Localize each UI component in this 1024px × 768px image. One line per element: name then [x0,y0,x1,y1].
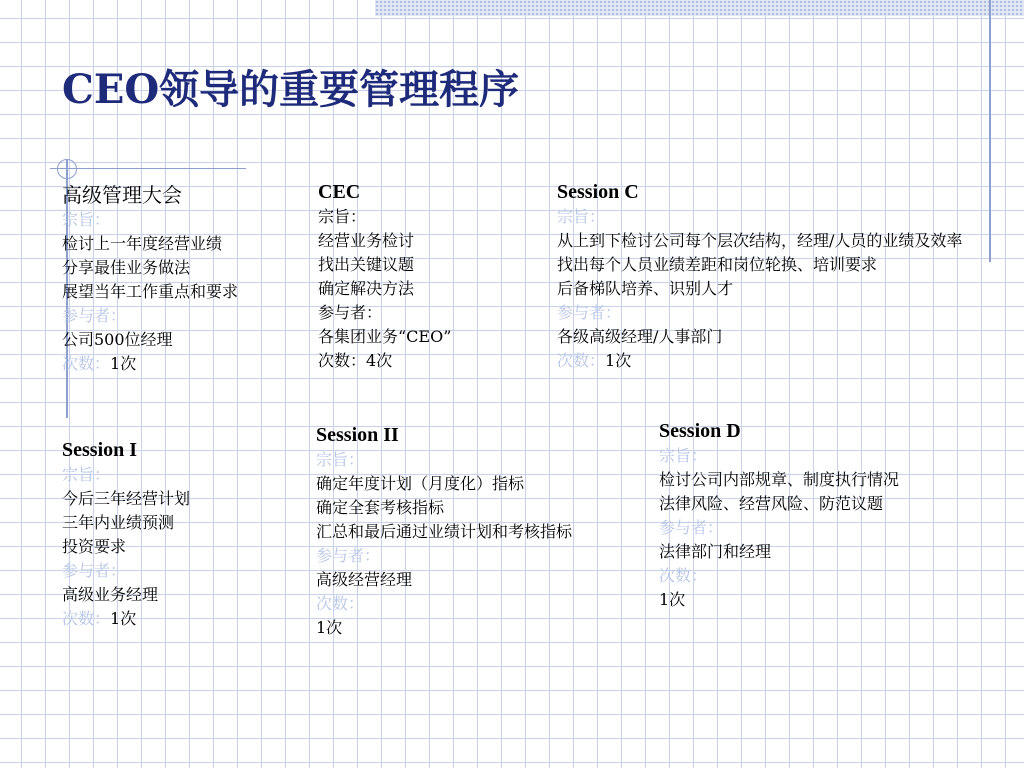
purpose-item: 找出每个人员业绩差距和岗位轮换、培训要求 [557,255,878,274]
frequency-row [62,607,302,631]
section-heading: Session II [316,424,399,446]
section-session-c [557,179,985,373]
purpose-item: 分享最佳业务做法 [62,258,191,277]
slide-title: CEO领导的重要管理程序 [62,66,520,113]
participants-value: 各集团业务“CEO” [318,327,452,346]
purpose-item: 确定全套考核指标 [316,498,445,517]
frequency-row [62,352,302,376]
frequency-label: 次数： [62,354,111,373]
purpose-label: 宗旨： [62,465,111,484]
section-session-d [659,418,979,612]
frequency-label: 次数： [318,351,367,370]
purpose-item: 汇总和最后通过业绩计划和考核指标 [316,522,573,541]
purpose-item: 后备梯队培养、识别人才 [557,279,734,298]
participants-label: 参与者： [62,561,127,580]
frequency-label: 次数： [659,566,708,585]
purpose-item: 确定年度计划（月度化）指标 [316,474,525,493]
section-heading: Session D [659,420,741,442]
frequency-value: 1次 [110,354,137,373]
decorative-vertical-line-right [989,0,991,262]
section-session-ii [316,422,656,640]
purpose-item: 投资要求 [62,537,127,556]
decorative-horizontal-line [50,168,246,169]
purpose-item: 展望当年工作重点和要求 [62,282,239,301]
section-heading: Session I [62,439,138,461]
purpose-item: 找出关键议题 [318,255,415,274]
frequency-label: 次数： [62,609,111,628]
purpose-item: 从上到下检讨公司每个层次结构，经理/人员的业绩及效率 [557,231,963,250]
participants-label: 参与者： [557,303,622,322]
purpose-label: 宗旨： [659,446,708,465]
section-heading: Session C [557,181,639,203]
participants-label: 参与者： [316,546,381,565]
participants-label: 参与者： [62,306,127,325]
frequency-label: 次数： [557,351,606,370]
section-heading: 高级管理大会 [62,183,182,207]
frequency-row [318,349,538,373]
purpose-label: 宗旨： [318,207,367,226]
frequency-value: 1次 [316,618,343,637]
purpose-item: 确定解决方法 [318,279,415,298]
purpose-item: 法律风险、经营风险、防范议题 [659,494,884,513]
participants-value: 高级业务经理 [62,585,159,604]
purpose-item: 检讨公司内部规章、制度执行情况 [659,470,900,489]
purpose-label: 宗旨： [62,210,111,229]
purpose-item: 检讨上一年度经营业绩 [62,234,223,253]
participants-value: 高级经营经理 [316,570,413,589]
participants-label: 参与者： [318,303,383,322]
purpose-label: 宗旨： [557,207,606,226]
participants-label: 参与者： [659,518,724,537]
participants-value: 法律部门和经理 [659,542,772,561]
section-cec [318,179,538,373]
frequency-value: 1次 [605,351,632,370]
decorative-circle [57,159,77,179]
decorative-top-band [375,0,1024,16]
participants-value: 各级高级经理/人事部门 [557,327,723,346]
frequency-value: 1次 [110,609,137,628]
frequency-value: 1次 [659,590,686,609]
participants-value: 公司500位经理 [62,330,173,349]
purpose-label: 宗旨： [316,450,365,469]
section-executive-meeting [62,182,302,376]
frequency-row [557,349,985,373]
purpose-item: 经营业务检讨 [318,231,415,250]
frequency-value: 4次 [366,351,393,370]
purpose-item: 三年内业绩预测 [62,513,175,532]
purpose-item: 今后三年经营计划 [62,489,191,508]
frequency-label: 次数： [316,594,365,613]
section-session-i [62,437,302,631]
section-heading: CEC [318,181,361,203]
